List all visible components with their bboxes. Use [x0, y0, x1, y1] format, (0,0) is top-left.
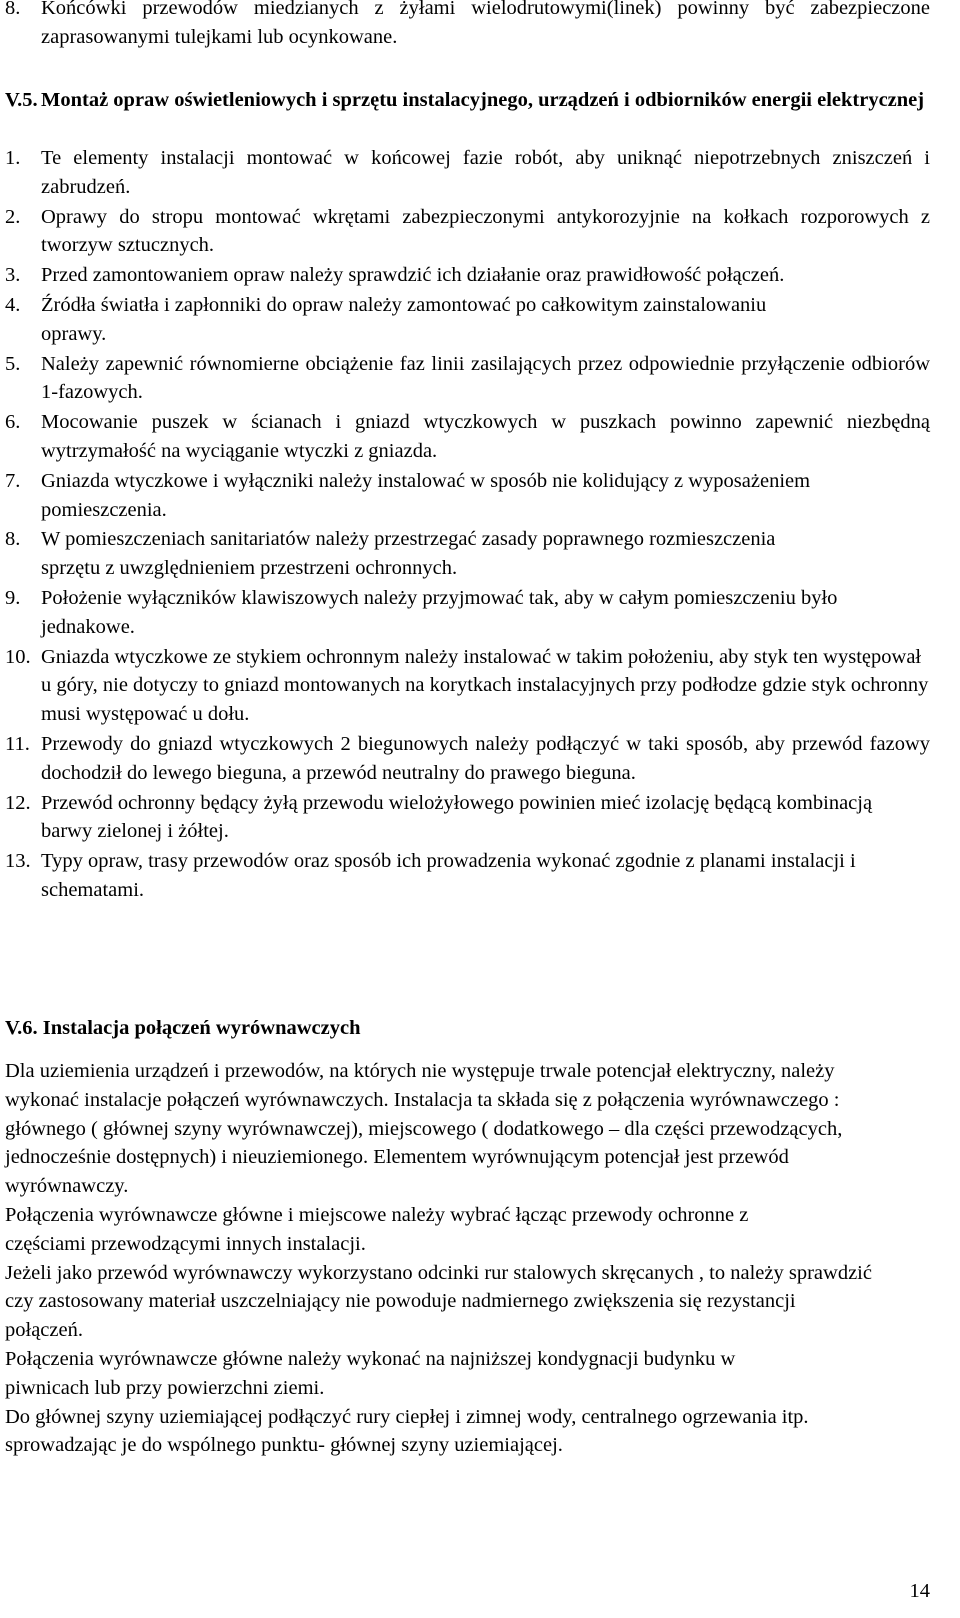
list-item-number: 4.	[5, 293, 21, 316]
list-item-number: 13.	[5, 850, 31, 873]
list-item-number: 7.	[5, 469, 21, 492]
list-item-text: Położenie wyłączników klawiszowych należy przyjmować tak, aby w całym pomieszczeniu było jednakowe.	[41, 586, 838, 638]
section-title: Montaż opraw oświetleniowych i sprzętu instalacyjnego, urządzeń i odbiorników energii elektrycznej	[41, 89, 925, 111]
list-item-text: Należy zapewnić równomierne obciążenie faz linii zasilających przez odpowiednie przyłączenie odbiorów 1-fazowych.	[41, 352, 930, 404]
list-item-text: Gniazda wtyczkowe ze stykiem ochronnym należy instalować w takim położeniu, aby styk ten występował u góry, nie dotyczy to gniazd montowanych na korytkach instalacyjnych przy podłodze gdzie styk ochronny musi występować u dołu.	[41, 645, 929, 726]
list-item-text: Typy opraw, trasy przewodów oraz sposób ich prowadzenia wykonać zgodnie z planami instalacji i schematami.	[41, 850, 856, 901]
list-item-text: Przewody do gniazd wtyczkowych 2 biegunowych należy podłączyć w taki sposób, aby przewód fazowy dochodził do lewego bieguna, a przewód neutralny do prawego bieguna.	[41, 732, 930, 784]
list-item	[0, 730, 930, 788]
list-item-number: 6.	[5, 411, 21, 434]
section-v5-heading	[0, 86, 930, 115]
list-item	[0, 847, 871, 905]
list-item	[0, 467, 881, 525]
list-item	[0, 408, 930, 466]
list-item-text: Te elementy instalacji montować w końcowej fazie robót, aby uniknąć niepotrzebnych zniszczeń i zabrudzeń.	[41, 147, 930, 198]
paragraph: Dla uziemienia urządzeń i przewodów, na których nie występuje trwale potencjał elektryczny, należy wykonać instalacje połączeń wyrównawczych. Instalacja ta składa się z połączenia wyrównawczego : głównego ( głównej szyny wyrównawczej), miejscowego ( dodatkowego – dla części przewodzących, jednocześnie dostępnych) i nieuziemionego. Elementem wyrównującym potencjał jest przewód wyrównawczy.	[5, 1060, 843, 1198]
list-item-number: 5.	[5, 352, 21, 375]
list-item	[0, 789, 881, 847]
list-item-text: Gniazda wtyczkowe i wyłączniki należy instalować w sposób nie kolidujący z wyposażeniem pomieszczenia.	[41, 469, 811, 521]
list-item-text: Przewód ochronny będący żyłą przewodu wielożyłowego powinien mieć izolację będącą kombinacją barwy zielonej i żółtej.	[41, 791, 873, 843]
list-item-number: 11.	[5, 732, 30, 755]
list-item-number: 9.	[5, 586, 21, 609]
list-item-number: 1.	[5, 147, 21, 169]
list-item-text: Końcówki przewodów miedzianych z żyłami wielodrutowymi(linek) powinny być zabezpieczone zaprasowanymi tulejkami lub ocynkowane.	[41, 0, 930, 48]
section-v6-body	[5, 1057, 885, 1460]
section-v5-list	[0, 144, 930, 905]
list-item-text: Przed zamontowaniem opraw należy sprawdzić ich działanie oraz prawidłowość połączeń.	[41, 264, 785, 287]
section-number: V.5.	[5, 89, 38, 111]
list-item	[0, 261, 871, 290]
list-item-text: Oprawy do stropu montować wkrętami zabezpieczonymi antykorozyjnie na kołkach rozporowych z tworzyw sztucznych.	[41, 205, 930, 257]
list-item-text: Mocowanie puszek w ścianach i gniazd wtyczkowych w puszkach powinno zapewnić niezbędną wytrzymałość na wyciąganie wtyczki z gniazda.	[41, 411, 930, 462]
paragraph: Połączenia wyrównawcze główne i miejscowe należy wybrać łącząc przewody ochronne z częściami przewodzącymi innych instalacji.	[5, 1203, 749, 1255]
list-item-text: W pomieszczeniach sanitariatów należy przestrzegać zasady poprawnego rozmieszczenia sprzętu z uwzględnieniem przestrzeni ochronnych.	[41, 528, 776, 580]
list-item-number: 2.	[5, 205, 21, 228]
list-item-number: 12.	[5, 791, 31, 814]
list-item	[0, 584, 871, 642]
page-number: 14	[909, 1580, 930, 1602]
section-v6-title: V.6. Instalacja połączeń wyrównawczych	[5, 1017, 361, 1039]
top-list-item	[0, 0, 930, 52]
list-item	[0, 144, 930, 202]
paragraph: Połączenia wyrównawcze główne należy wykonać na najniższej kondygnacji budynku w piwnicach lub przy powierzchni ziemi.	[5, 1347, 736, 1399]
list-item-number: 3.	[5, 264, 21, 287]
list-item	[0, 525, 831, 583]
list-item-text: Źródła światła i zapłonniki do opraw należy zamontować po całkowitym zainstalowaniu oprawy.	[41, 293, 767, 345]
paragraph: Do głównej szyny uziemiającej podłączyć rury ciepłej i zimnej wody, centralnego ogrzewania itp. sprowadzając je do wspólnego punktu- głównej szyny uziemiającej.	[5, 1405, 809, 1457]
list-item-number: 8.	[5, 0, 21, 19]
list-item-number: 10.	[5, 645, 31, 668]
list-item	[0, 350, 930, 408]
list-item	[0, 643, 931, 729]
list-item	[0, 0, 930, 52]
list-item	[0, 203, 930, 261]
list-item-number: 8.	[5, 528, 21, 551]
list-item	[0, 291, 801, 349]
paragraph: Jeżeli jako przewód wyrównawczy wykorzystano odcinki rur stalowych skręcanych , to należy sprawdzić czy zastosowany materiał uszczelniający nie powoduje nadmiernego zwiększenia się rezystancji połączeń.	[5, 1261, 872, 1342]
